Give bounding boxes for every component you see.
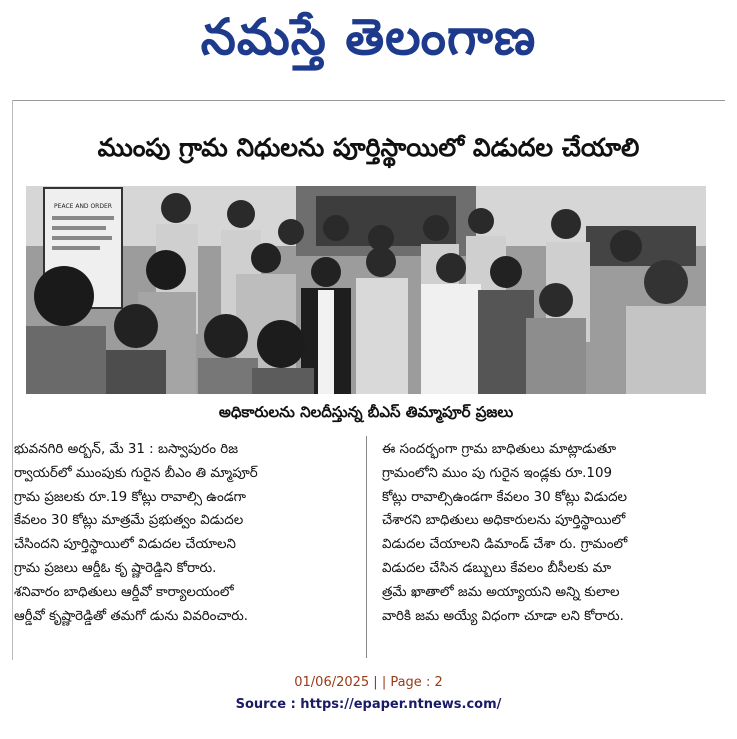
clipping-left-edge xyxy=(12,100,13,660)
article-line: కోట్లు రావాల్సిఉండగా కేవలం 30 కోట్లు విడుదల xyxy=(382,489,628,505)
masthead xyxy=(0,0,737,80)
column-divider xyxy=(366,436,367,658)
page-footer xyxy=(0,672,737,716)
news-photo-illustration xyxy=(26,186,706,394)
article-line: ఈ సందర్భంగా గ్రామ బాధితులు మాట్లాడుతూ xyxy=(382,442,617,457)
article-line: ఆర్డీవో కృష్ణారెడ్డితో తమగో డును వివరించారు. xyxy=(14,608,249,624)
article-line: గ్రామ ప్రజలు ఆర్డీఓ కృ ష్ణారెడ్డిని కోరారు. xyxy=(14,560,217,576)
footer-source-link[interactable]: Source : https://epaper.ntnews.com/ xyxy=(235,697,502,712)
article-line: వారికి జమ అయ్యే విధంగా చూడా లని కోరారు. xyxy=(382,608,624,624)
article-line: చేశారని బాధితులు అధికారులను పూర్తిస్థాయిలో xyxy=(382,513,626,529)
photo-sign-text: PEACE AND ORDER xyxy=(54,203,112,210)
article-line: గ్రామంలోని ముం పు గురైన ఇండ్లకు రూ.109 xyxy=(382,465,612,481)
news-photo xyxy=(26,186,706,394)
article-headline: ముంపు గ్రామ నిధులను పూర్తిస్థాయిలో విడుదల చేయాలి xyxy=(97,133,640,162)
article-line: భువనగిరి అర్బన్, మే 31 : బస్వాపురం రిజ xyxy=(14,442,239,457)
article-line: త్రమే ఖాతాలో జమ అయ్యాయని అన్ని కులాల xyxy=(382,584,620,600)
article-column-right xyxy=(382,438,720,628)
photo-caption: అధికారులను నిలదీస్తున్న బీఎస్ తిమ్మాపూర్ ప్రజలు xyxy=(218,403,514,421)
article-line: ర్వాయర్‌లో ముంపుకు గురైన బీఎం తి మ్మాపూర్ xyxy=(14,465,258,481)
article-column-left xyxy=(14,438,352,628)
clipping-top-edge xyxy=(12,100,725,101)
article-line: కేవలం 30 కోట్లు మాత్రమే ప్రభుత్వం విడుదల xyxy=(14,513,244,529)
news-clipping xyxy=(6,100,731,668)
article-line: గ్రామ ప్రజలకు రూ.19 కోట్లు రావాల్సి ఉండగా xyxy=(14,489,246,505)
article-line: శనివారం బాధితులు ఆర్డీవో కార్యాలయంలో xyxy=(14,584,234,600)
article-line: చేసిందని పూర్తిస్థాయిలో విడుదల చేయాలని xyxy=(14,537,236,553)
newspaper-logo: నమస్తే తెలంగాణ xyxy=(200,7,537,66)
article-line: విడుదల చేసిన డబ్బులు కేవలం బీసీలకు మా xyxy=(382,560,612,576)
article-line: విడుదల చేయాలని డిమాండ్ చేశా రు. గ్రామంలో xyxy=(382,537,628,553)
footer-date-page: 01/06/2025 | | Page : 2 xyxy=(294,675,443,690)
